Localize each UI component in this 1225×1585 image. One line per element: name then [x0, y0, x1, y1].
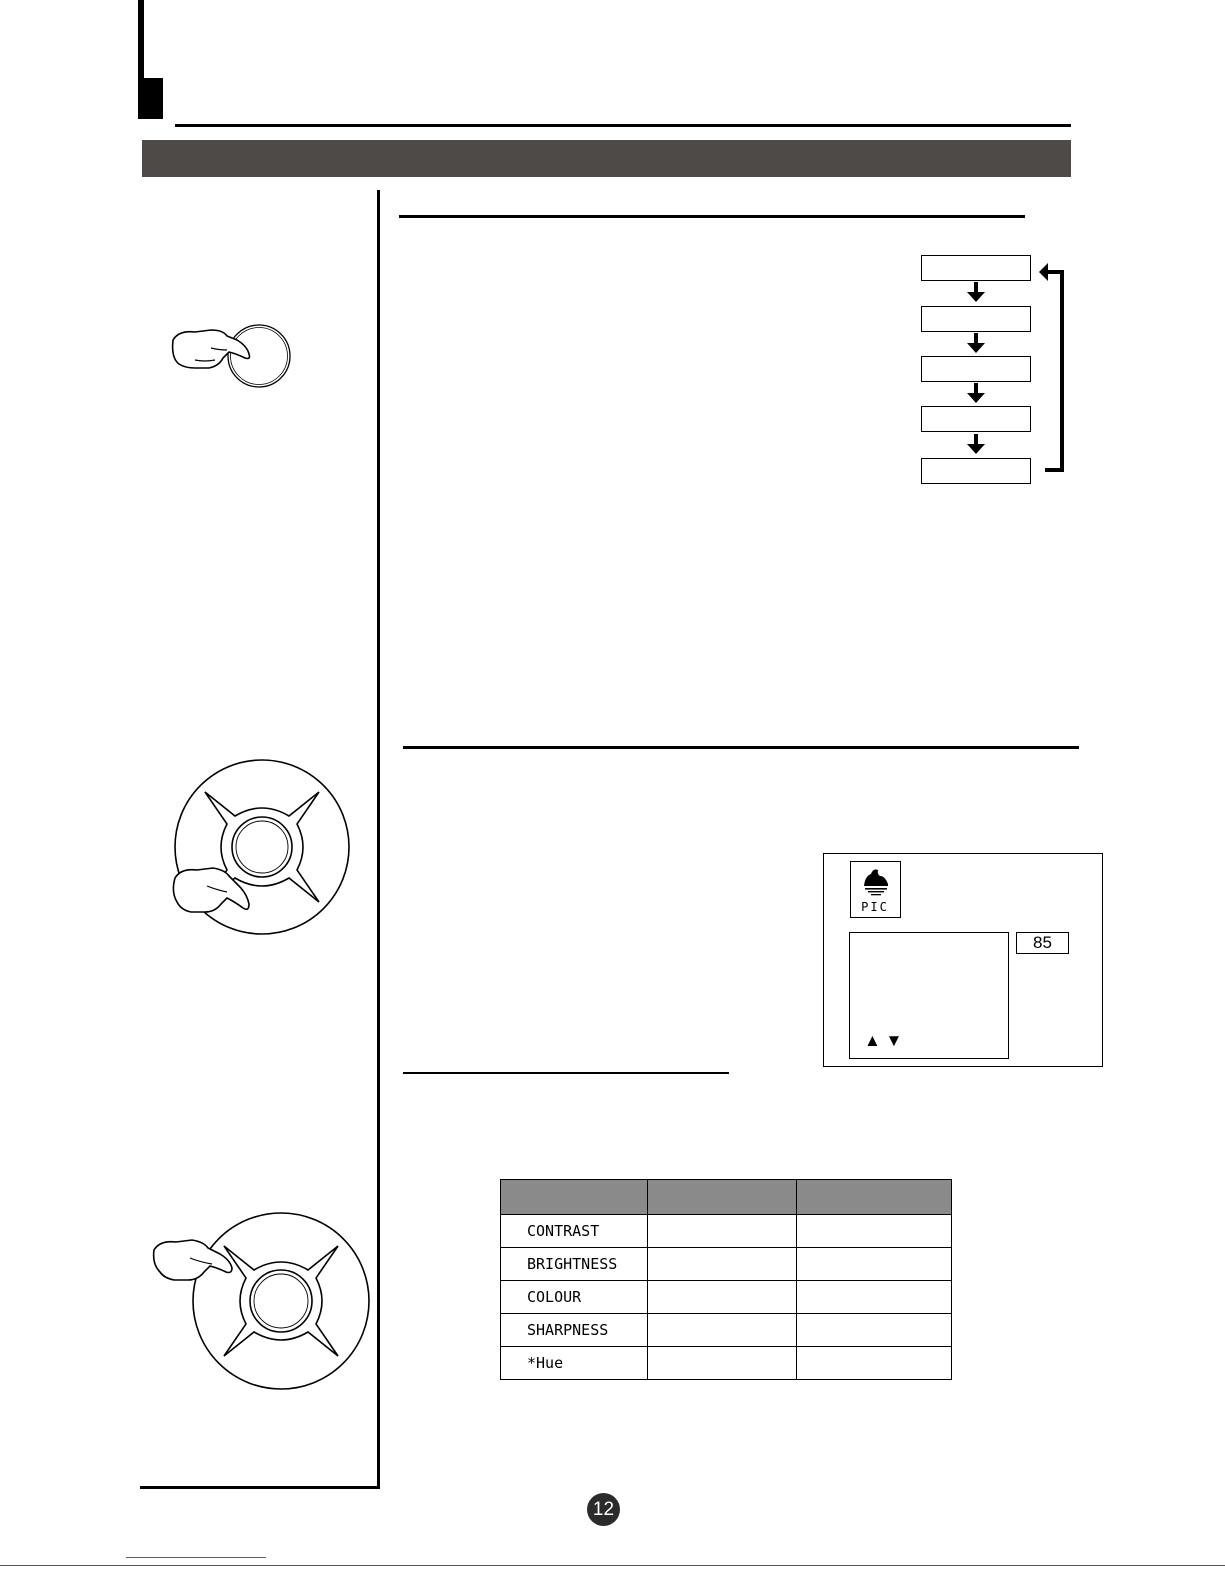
table-row: [501, 1347, 952, 1380]
pic-icon-label: PIC: [861, 900, 889, 914]
pic-icon-box: [850, 861, 901, 918]
sequence-arrows: [940, 250, 1080, 490]
picture-icon: [861, 866, 891, 896]
remote-pad-left-press: [150, 1208, 375, 1398]
subsection-rule: [403, 1072, 729, 1074]
section-rule-middle: [403, 746, 1079, 749]
table-cell-item: BRIGHTNESS: [501, 1248, 648, 1281]
corner-mark-block: [138, 78, 163, 119]
table-header-cell: [797, 1180, 952, 1215]
table-cell: [797, 1281, 952, 1314]
section-banner-title: [142, 146, 156, 171]
table-cell: [648, 1248, 797, 1281]
table-cell-item: SHARPNESS: [501, 1314, 648, 1347]
osd-value-box: 85: [1016, 932, 1069, 954]
header-rule: [175, 124, 1071, 127]
bottom-page-edge: [0, 1565, 1225, 1566]
table-cell: [797, 1314, 952, 1347]
table-header-cell: [501, 1180, 648, 1215]
table-cell: [648, 1281, 797, 1314]
sidebar-bottom-rule: [140, 1486, 380, 1489]
bottom-blue-mark: [126, 1557, 266, 1558]
table-cell-item: CONTRAST: [501, 1215, 648, 1248]
picture-menu-osd: [823, 853, 1103, 1067]
table-row: [501, 1314, 952, 1347]
table-row: [501, 1215, 952, 1248]
page-number-badge: [587, 1493, 620, 1526]
page-number: 12: [592, 1499, 615, 1520]
section-banner: [142, 140, 1071, 177]
table-cell: [797, 1215, 952, 1248]
table-cell: [797, 1347, 952, 1380]
remote-pad-down-press: [165, 752, 365, 942]
table-cell: [648, 1347, 797, 1380]
table-cell: [648, 1314, 797, 1347]
osd-item-list: [849, 932, 1009, 1059]
table-row: [501, 1281, 952, 1314]
hand-press-button-illustration: [165, 320, 295, 390]
table-header-row: [501, 1180, 952, 1215]
picture-settings-table: [500, 1179, 952, 1380]
section-rule-top: [399, 215, 1025, 218]
table-row: [501, 1248, 952, 1281]
table-cell: [648, 1215, 797, 1248]
table-cell-item: *Hue: [501, 1347, 648, 1380]
sidebar-divider: [377, 190, 380, 1488]
osd-nav-hint: ▲ ▼: [864, 1031, 903, 1050]
table-cell: [797, 1248, 952, 1281]
table-header-cell: [648, 1180, 797, 1215]
table-cell-item: COLOUR: [501, 1281, 648, 1314]
